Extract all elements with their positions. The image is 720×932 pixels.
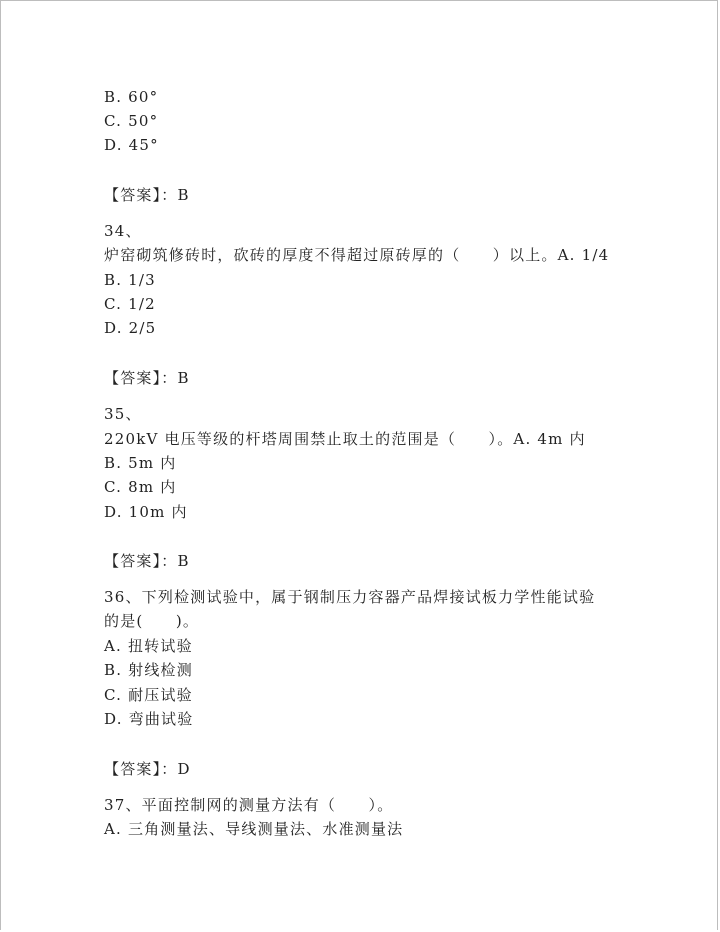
answer-q36: 【答案】：D bbox=[104, 760, 191, 778]
option-c-q34: C. 1/2 bbox=[104, 295, 156, 313]
question-text-37: 37、平面控制网的测量方法有（ ）。 bbox=[104, 796, 394, 814]
option-a-q37: A. 三角测量法、导线测量法、水准测量法 bbox=[104, 820, 404, 838]
option-b-q35: B. 5m 内 bbox=[104, 454, 177, 472]
question-number-35: 35、 bbox=[104, 405, 142, 423]
option-b-q34: B. 1/3 bbox=[104, 271, 156, 289]
option-b-q36: B. 射线检测 bbox=[104, 661, 193, 679]
question-text-35: 220kV 电压等级的杆塔周围禁止取土的范围是（ ）。A. 4m 内 bbox=[104, 430, 586, 448]
option-b-q33: B. 60° bbox=[104, 88, 159, 106]
option-c-q35: C. 8m 内 bbox=[104, 478, 177, 496]
option-a-q36: A. 扭转试验 bbox=[104, 637, 193, 655]
option-c-q36: C. 耐压试验 bbox=[104, 686, 193, 704]
answer-q34: 【答案】：B bbox=[104, 369, 190, 387]
option-d-q33: D. 45° bbox=[104, 136, 159, 154]
question-text-36-line1: 36、下列检测试验中，属于钢制压力容器产品焊接试板力学性能试验 bbox=[104, 588, 596, 606]
question-text-34: 炉窑砌筑修砖时，砍砖的厚度不得超过原砖厚的（ ）以上。A. 1/4 bbox=[104, 246, 610, 264]
answer-q33: 【答案】：B bbox=[104, 186, 190, 204]
option-d-q35: D. 10m 内 bbox=[104, 503, 188, 521]
question-number-34: 34、 bbox=[104, 222, 142, 240]
question-text-36-line2: 的是( )。 bbox=[104, 612, 200, 630]
option-d-q34: D. 2/5 bbox=[104, 319, 157, 337]
answer-q35: 【答案】：B bbox=[104, 552, 190, 570]
option-c-q33: C. 50° bbox=[104, 112, 159, 130]
option-d-q36: D. 弯曲试验 bbox=[104, 710, 194, 728]
